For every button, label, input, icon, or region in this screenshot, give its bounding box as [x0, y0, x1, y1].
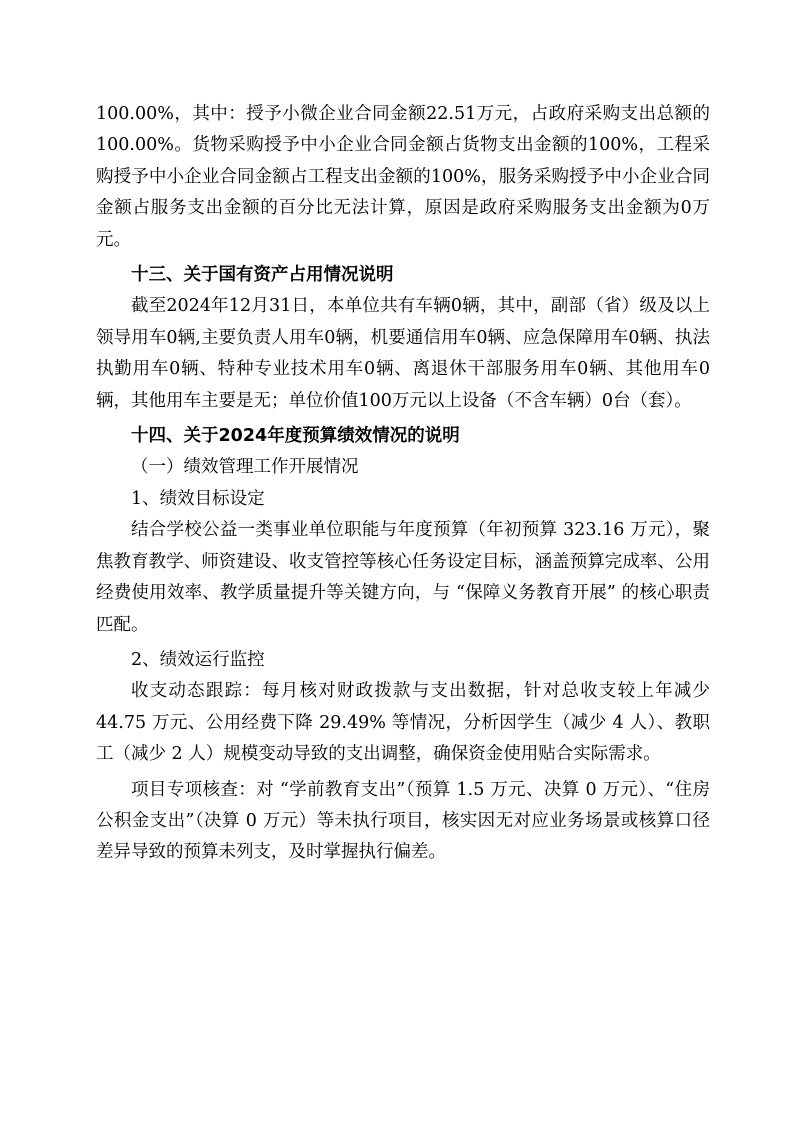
item-2-heading: 2、绩效运行监控: [131, 649, 265, 670]
continuation-paragraph: 100.00%，其中：授予小微企业合同金额22.51万元，占政府采购支出总额的100.00%。货物采购授予中小企业合同金额占货物支出金额的100%，工程采购授予中小企业合同金额占工程支出金额的100%，服务采购授予中小企业合同金额占服务支出金额的百分比无法计算，原因是政府采购服务支出金额为0万元。: [96, 104, 710, 250]
section-13-paragraph: 截至2024年12月31日，本单位共有车辆0辆，其中，副部（省）级及以上领导用车0辆,主要负责人用车0辆，机要通信用车0辆、应急保障用车0辆、执法执勤用车0辆、特种专业技术用车0辆、离退休干部服务用车0辆、其他用车0辆，其他用车主要是无；单位价值100万元以上设备（不含车辆）0台（套）。: [96, 296, 710, 411]
section-14-heading: 十四、关于2024年度预算绩效情况的说明: [131, 426, 460, 447]
item-2-paragraph-2: 项目专项核查：对 “学前教育支出”（预算 1.5 万元、决算 0 万元）、“住房公积金支出”（决算 0 万元）等未执行项目，核实因无对应业务场景或核算口径差异导致的预算未列支，及时掌握执行偏差。: [96, 779, 710, 863]
item-2-paragraph-1: 收支动态跟踪：每月核对财政拨款与支出数据，针对总收支较上年减少 44.75 万元、公用经费下降 29.49% 等情况，分析因学生（减少 4 人）、教职工（减少 2 人）规模变动导致的支出调整，确保资金使用贴合实际需求。: [96, 681, 710, 765]
section-14-sub-1-heading: （一）绩效管理工作开展情况: [131, 457, 359, 478]
item-1-paragraph: 结合学校公益一类事业单位职能与年度预算（年初预算 323.16 万元），聚焦教育教学、师资建设、收支管控等核心任务设定目标，涵盖预算完成率、公用经费使用效率、教学质量提升等关键方向，与 “保障义务教育开展” 的核心职责匹配。: [96, 520, 710, 635]
item-1-heading: 1、绩效目标设定: [131, 488, 265, 509]
document-page: [96, 99, 710, 869]
section-13-heading: 十三、关于国有资产占用情况说明: [131, 265, 394, 286]
